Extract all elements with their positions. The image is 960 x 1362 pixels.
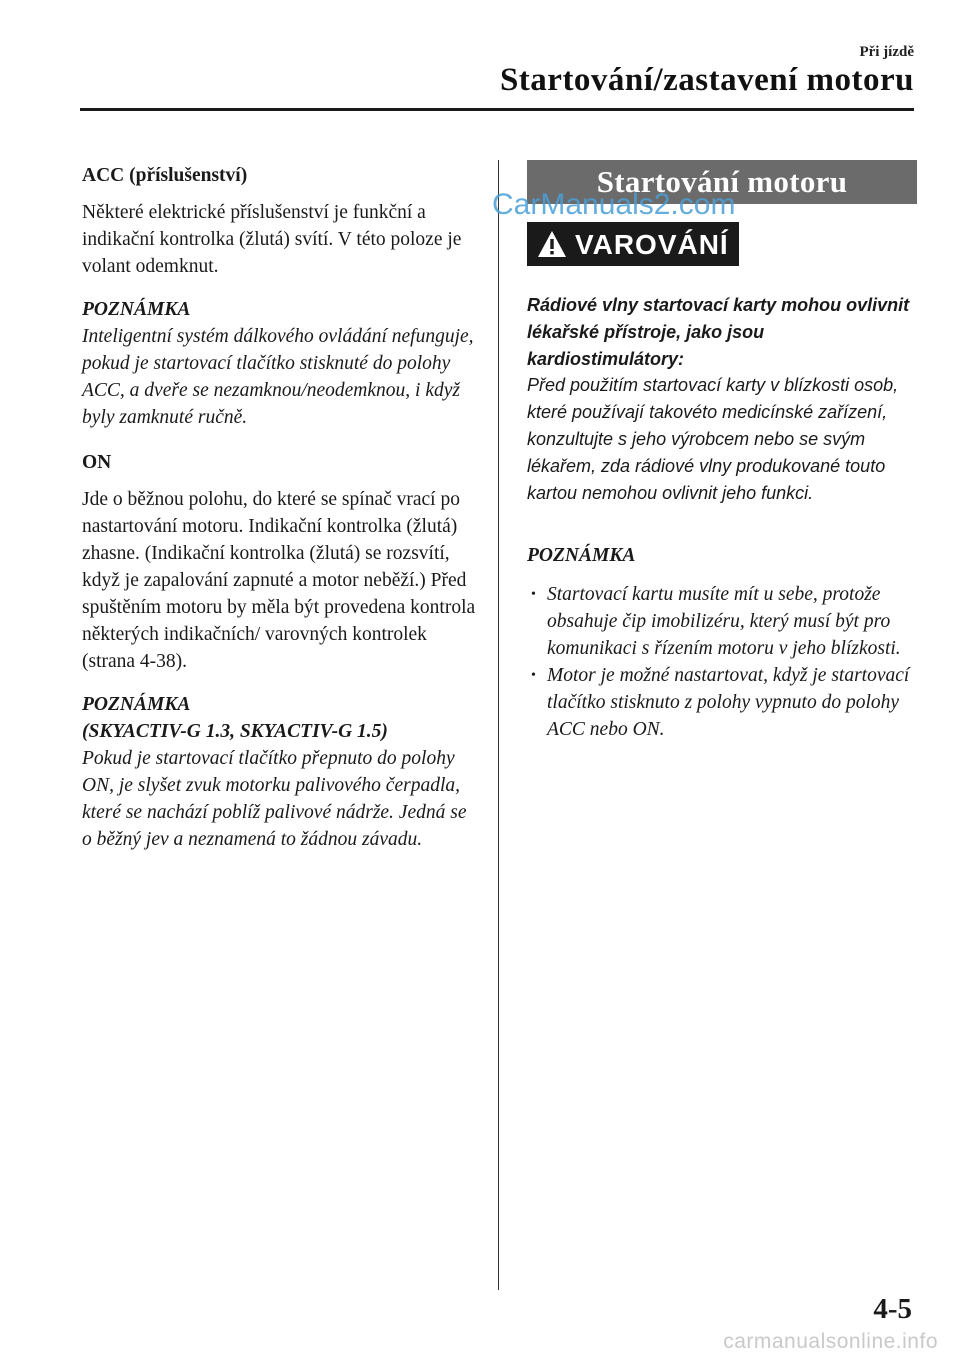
running-header-section: Při jízdě xyxy=(859,44,914,60)
left-column xyxy=(82,160,477,871)
note-text: Pokud je startovací tlačítko přepnuto do polohy ON, je slyšet zvuk motorku palivového čerpadla, které se nachází poblíž palivové nádrže. Jedná se o běžný jev a neznamená to žádnou závadu. xyxy=(82,748,467,850)
acc-text: Některé elektrické příslušenství je funkční a indikační kontrolka (žlutá) svítí. V této poloze je volant odemknut. xyxy=(82,202,462,277)
right-column xyxy=(527,160,917,743)
warning-lead: Rádiové vlny startovací karty mohou ovlivnit lékařské přístroje, jako jsou kardiostimulátory: xyxy=(527,295,910,369)
on-text: Jde o běžnou polohu, do které se spínač vrací po nastartování motoru. Indikační kontrolka (žlutá) zhasne. (Indikační kontrolka (žlutá) se rozsvítí, když je zapalování zapnuté a motor neběží.) Před spuštěním motoru by měla být provedena kontrola některých indikačních/ varovných kontrolek (strana 4-38). xyxy=(82,489,476,672)
note-label: POZNÁMKA xyxy=(527,545,636,567)
column-divider xyxy=(498,160,499,1290)
list-item: • Startovací kartu musíte mít u sebe, protože obsahuje čip imobilizéru, který musí být pro komunikaci s řízením motoru v jeho blízkosti. xyxy=(527,581,917,662)
warning-triangle-icon xyxy=(537,230,567,258)
note-label: POZNÁMKA xyxy=(82,694,191,715)
running-header-title: Startování/zastavení motoru xyxy=(499,62,914,98)
warning-text xyxy=(527,292,917,506)
warning-label: VAROVÁNÍ xyxy=(575,228,729,260)
warning-badge xyxy=(527,222,739,266)
warning-body: Před použitím startovací karty v blízkosti osob, které používají takovéto medicínské zařízení, konzultujte s jeho výrobcem nebo se svým lékařem, zda rádiové vlny produkované touto kartou nemohou ovlivnit jeho funkci. xyxy=(527,375,899,503)
list-item: • Motor je možné nastartovat, když je startovací tlačítko stisknuto z polohy vypnuto do polohy ACC nebo ON. xyxy=(527,662,917,743)
footer-url: carmanualsonline.info xyxy=(723,1330,938,1353)
note-text: Inteligentní systém dálkového ovládání nefunguje, pokud je startovací tlačítko stisknuté do polohy ACC, a dveře se nezamknou/neodemknou, i když byly zamknuté ručně. xyxy=(82,326,474,428)
section-title: Startování motoru xyxy=(527,160,917,204)
note-bullets xyxy=(527,581,917,743)
watermark: CarManuals2.com xyxy=(492,188,736,221)
acc-heading: ACC (příslušenství) xyxy=(82,165,248,186)
on-heading: ON xyxy=(82,452,112,473)
note-label: POZNÁMKA xyxy=(82,299,191,320)
page-number: 4-5 xyxy=(873,1293,912,1325)
note-engine-variant: (SKYACTIV-G 1.3, SKYACTIV-G 1.5) xyxy=(82,721,388,742)
header-rule xyxy=(80,108,914,111)
